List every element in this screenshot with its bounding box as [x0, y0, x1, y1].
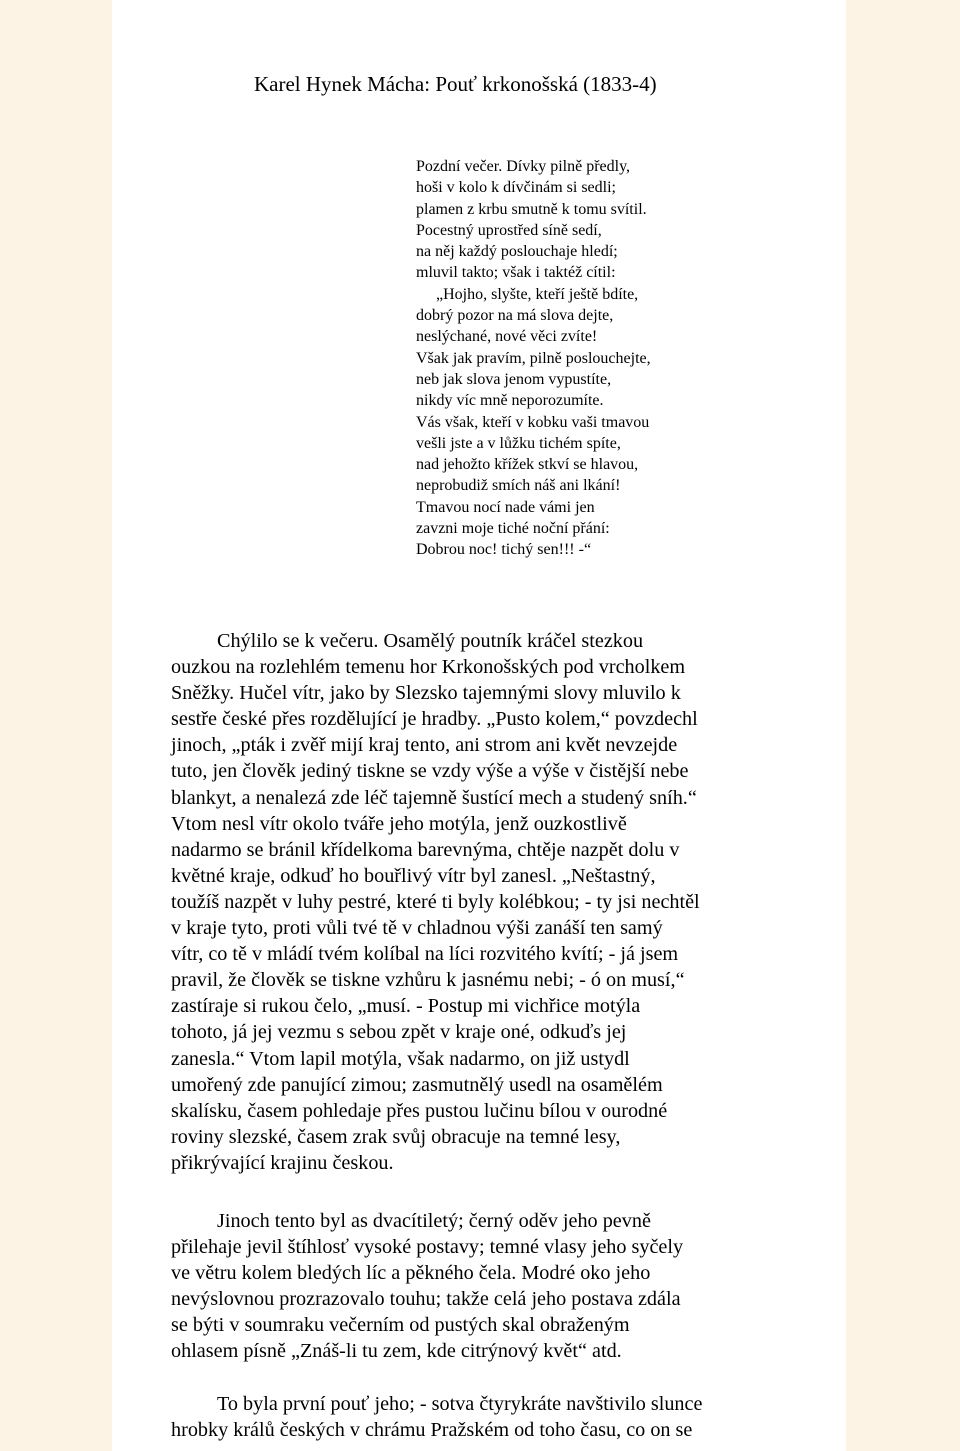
- prose-line: roviny slezské, časem zrak svůj obracuje na temné lesy,: [171, 1125, 621, 1148]
- prose-line: zanesla.“ Vtom lapil motýla, však nadarmo, on již ustydl: [171, 1047, 630, 1070]
- prose-line: vítr, co tě v mládí tvém kolíbal na líci rozvitého kvítí; - já jsem: [171, 943, 679, 966]
- poem-line: Pocestný uprostřed síně sedí,: [416, 221, 602, 239]
- prose-line: pravil, že člověk se tiskne vzhůru k jasnému nebi; - ó on musí,“: [171, 969, 685, 992]
- poem-line: Vás však, kteří v kobku vaši tmavou: [416, 413, 650, 431]
- prose-paragraph: [171, 628, 811, 1176]
- poem-line: neb jak slova jenom vypustíte,: [416, 370, 612, 388]
- poem-line: hoši v kolo k dívčinám si sedli;: [416, 179, 616, 197]
- prose-line: ouzkou na rozlehlém temenu hor Krkonošských pod vrcholkem: [171, 656, 686, 679]
- poem-line: na něj každý poslouchaje hledí;: [416, 243, 618, 261]
- prose-line: To byla první pouť jeho; - sotva čtyrykráte navštivilo slunce: [217, 1393, 703, 1415]
- poem-block: [416, 156, 651, 561]
- prose-line: blankyt, a nenalezá zde léč tajemně šustící mech a studený sníh.“: [171, 786, 697, 809]
- prose-line: Sněžky. Hučel vítr, jako by Slezsko tajemnými slovy mluvilo k: [171, 682, 681, 705]
- poem-line: mluvil takto; však i taktéž cítil:: [416, 264, 616, 282]
- poem-line: nikdy víc mně neporozumíte.: [416, 392, 604, 410]
- poem-line: dobrý pozor na má slova dejte,: [416, 307, 614, 325]
- document-title: Karel Hynek Mácha: Pouť krkonošská (1833-4): [254, 72, 657, 96]
- prose-line: tohoto, já jej vezmu s sebou zpět v kraje oné, odkuďs jej: [171, 1021, 627, 1044]
- prose-line: přilehaje jevil štíhlosť vysoké postavy; temné vlasy jeho syčely: [171, 1236, 684, 1259]
- prose-line: nadarmo se bránil křídelkoma barevnýma, chtěje nazpět dolu v: [171, 838, 680, 861]
- poem-line: Pozdní večer. Dívky pilně předly,: [416, 158, 631, 175]
- poem-line: „Hojho, slyšte, kteří ještě bdíte,: [436, 285, 639, 303]
- prose-line: Chýlilo se k večeru. Osamělý poutník kráčel stezkou: [217, 630, 644, 652]
- prose-line: ohlasem písně „Znáš-li tu zem, kde citrýnový květ“ atd.: [171, 1340, 622, 1363]
- poem-line: Dobrou noc! tichý sen!!! -“: [416, 541, 592, 559]
- poem-line: vešli jste a v lůžku tichém spíte,: [416, 434, 621, 452]
- prose-line: jinoch, „pták i zvěř mijí kraj tento, ani strom ani květ nevzejde: [171, 734, 678, 757]
- prose-line: toužíš nazpět v luhy pestré, které ti byly kolébkou; - ty jsi nechtěl: [171, 890, 700, 913]
- prose-line: ve větru kolem bledých líc a pěkného čela. Modré oko jeho: [171, 1262, 651, 1285]
- prose-line: umořený zde panující zimou; zasmutnělý usedl na osamělém: [171, 1073, 663, 1096]
- poem-line: nad jehožto křížek stkví se hlavou,: [416, 456, 639, 474]
- poem-line: Tmavou nocí nade vámi jen: [416, 498, 595, 516]
- poem-line: neprobudiž smích náš ani lkání!: [416, 477, 621, 495]
- prose-paragraph: [171, 1208, 811, 1365]
- prose-line: květné kraje, odkuď ho bouřlivý vítr byl zanesl. „Neštastný,: [171, 864, 656, 887]
- prose-line: se býti v soumraku večerním od pustých skal obraženým: [171, 1314, 630, 1337]
- prose-line: Jinoch tento byl as dvacítiletý; černý oděv jeho pevně: [217, 1210, 651, 1232]
- poem-line: neslýchané, nové věci zvíte!: [416, 328, 598, 346]
- poem-line: plamen z krbu smutně k tomu svítil.: [416, 200, 647, 218]
- prose-line: v kraje tyto, proti vůli tvé tě v chladnou výši zanáší ten samý: [171, 917, 663, 940]
- prose-line: přikrývající krajinu českou.: [171, 1151, 394, 1174]
- prose-line: tuto, jen člověk jediný tiskne se vzdy výše a výše v čistější nebe: [171, 760, 689, 783]
- prose-line: Vtom nesl vítr okolo tváře jeho motýla, jenž ouzkostlivě: [171, 812, 627, 835]
- prose-paragraph: [171, 1391, 811, 1443]
- prose-line: nevýslovnou prozrazovalo touhu; takže celá jeho postava zdála: [171, 1288, 681, 1311]
- prose-line: sestře české přes rozdělující je hradby. „Pusto kolem,“ povzdechl: [171, 708, 698, 731]
- prose-line: zastíraje si rukou čelo, „musí. - Postup mi vichřice motýla: [171, 995, 641, 1018]
- prose-line: hrobky králů českých v chrámu Pražském od toho času, co on se: [171, 1419, 693, 1442]
- prose-line: skalísku, časem pohledaje přes pustou lučinu bílou v ourodné: [171, 1099, 668, 1122]
- poem-line: zavzni moje tiché noční přání:: [416, 520, 610, 538]
- poem-line: Však jak pravím, pilně poslouchejte,: [416, 349, 651, 367]
